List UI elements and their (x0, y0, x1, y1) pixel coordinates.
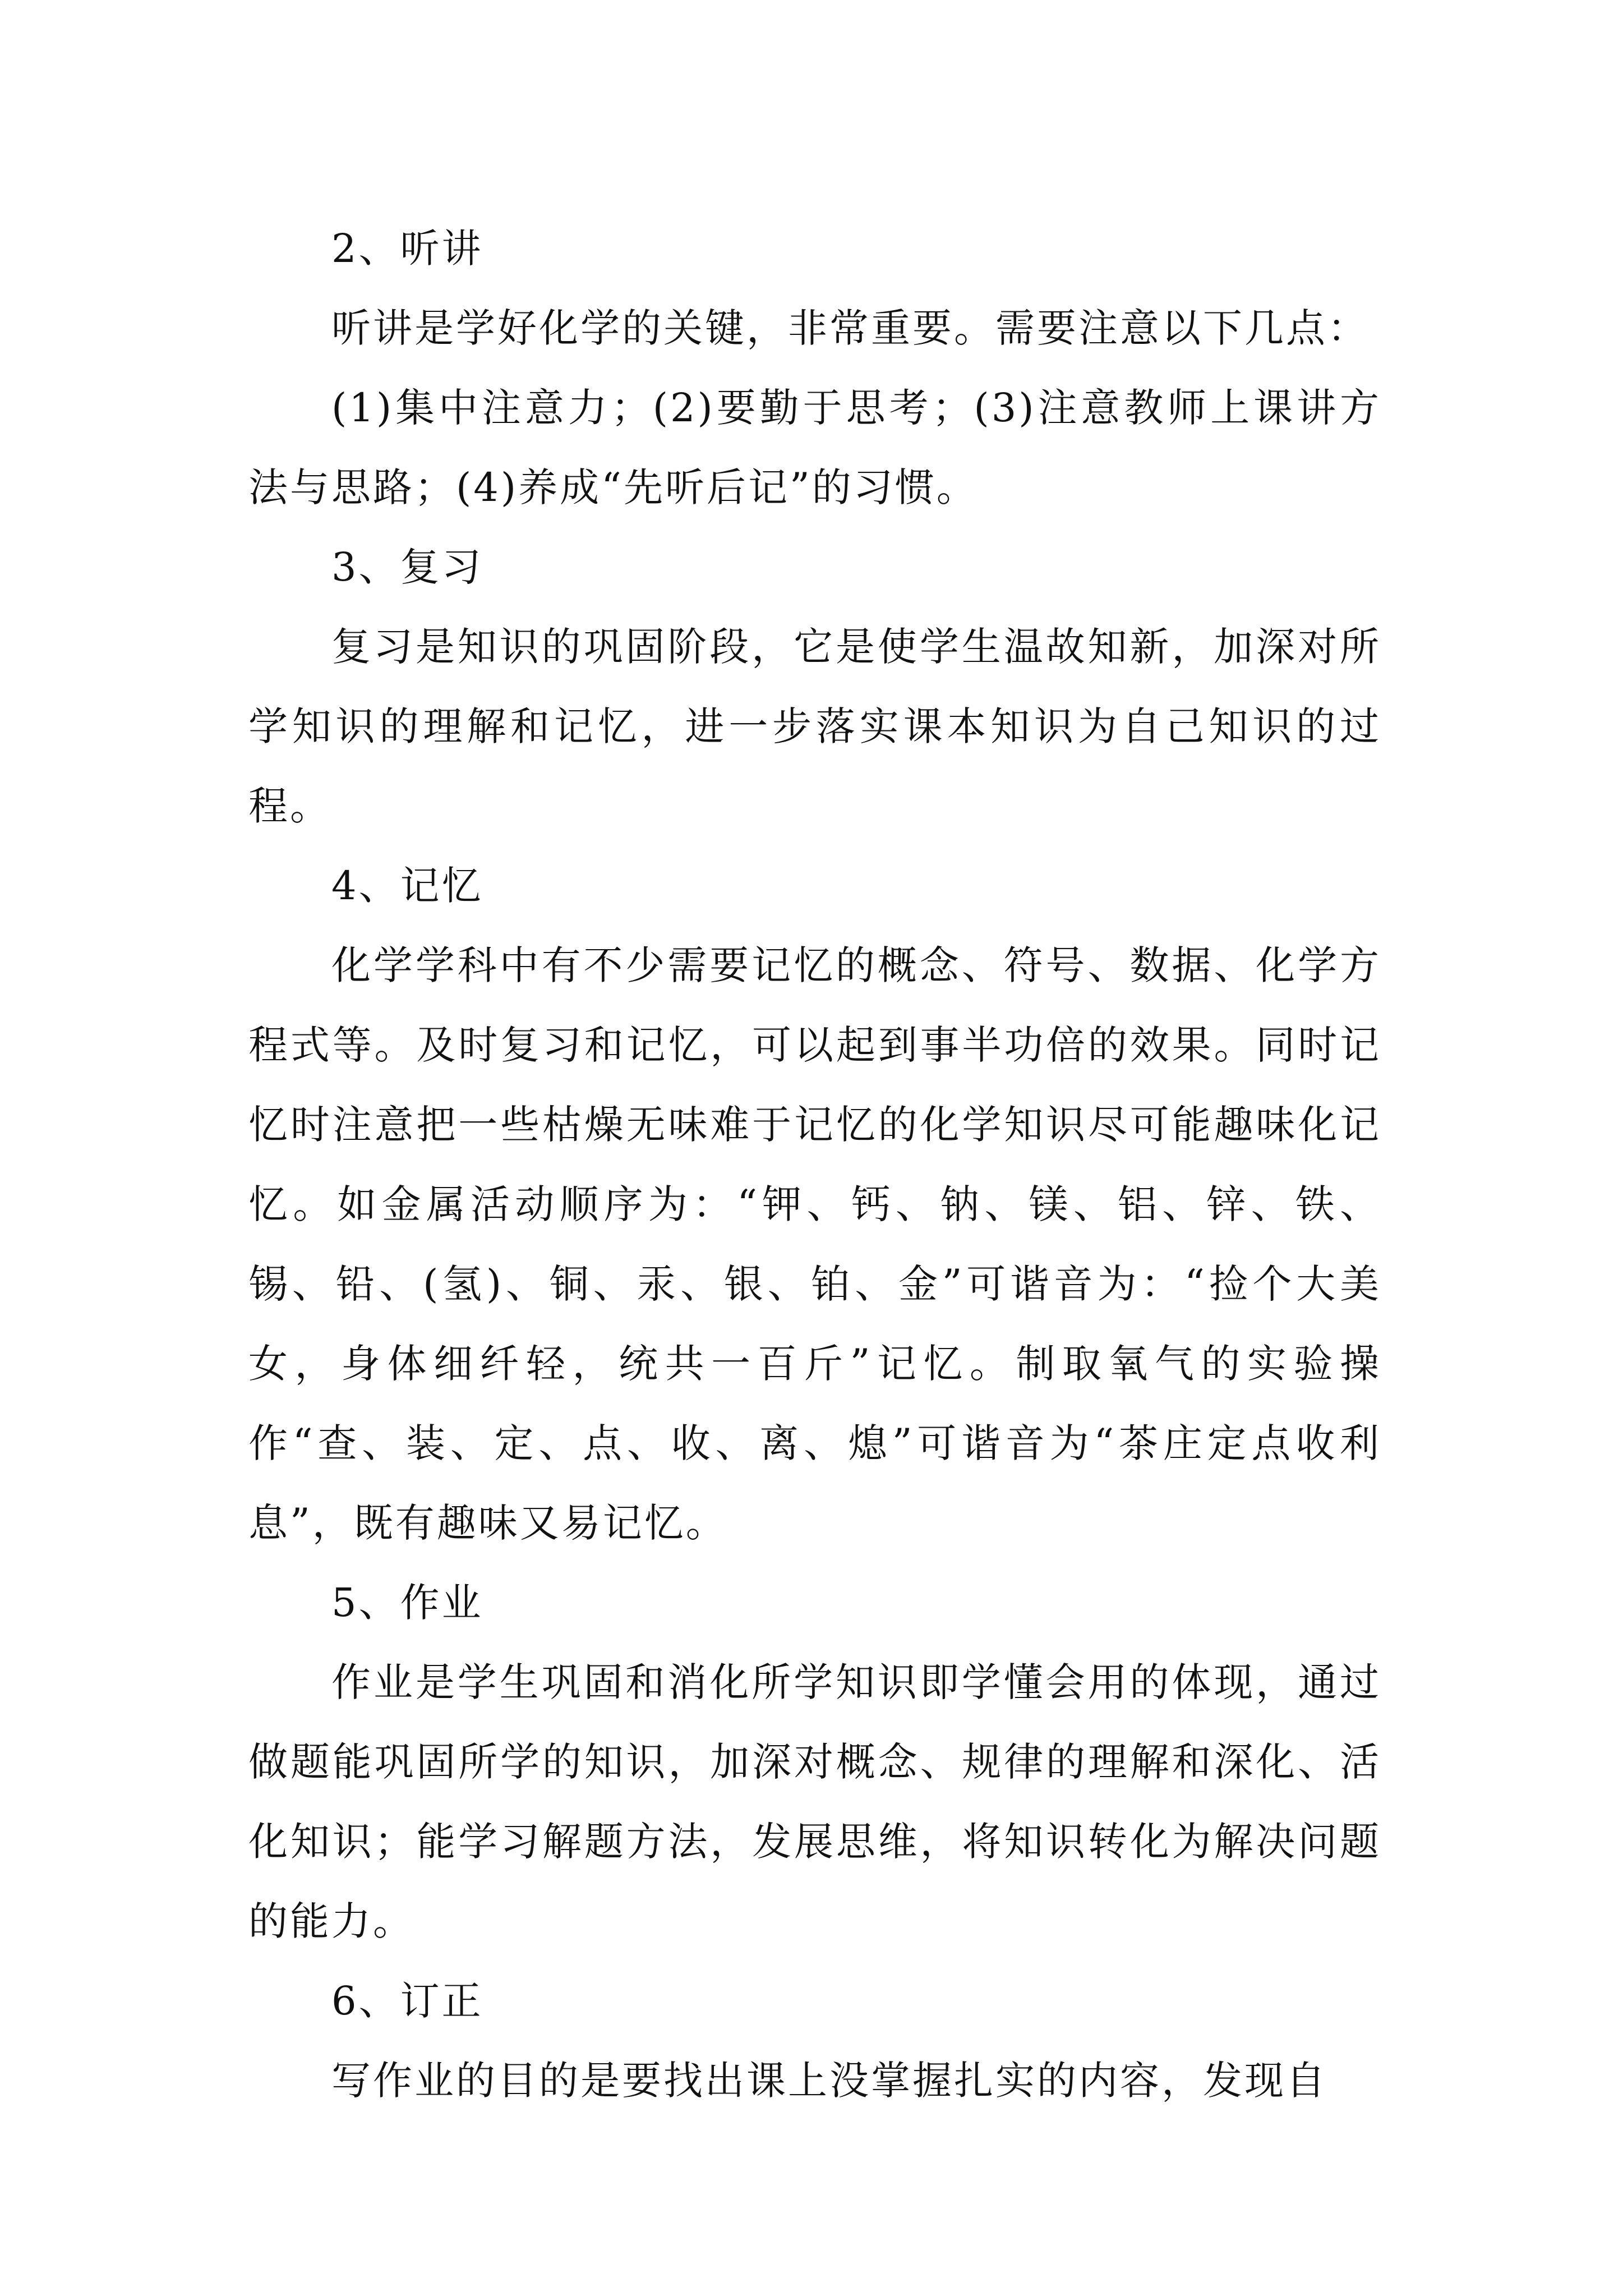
paragraph: (1)集中注意力；(2)要勤于思考；(3)注意教师上课讲方法与思路；(4)养成“先听后记”的习惯。 (248, 385, 1381, 510)
section-heading-memory: 4、记忆 (331, 863, 483, 909)
paragraph: 写作业的目的是要找出课上没掌握扎实的内容，发现自 (331, 2058, 1327, 2104)
paragraph: 作业是学生巩固和消化所学知识即学懂会用的体现，通过做题能巩固所学的知识，加深对概念、规律的理解和深化、活化知识；能学习解题方法，发展思维，将知识转化为解决问题的能力。 (248, 1659, 1381, 1944)
section-heading-correction: 6、订正 (331, 1978, 483, 2024)
section-heading-listening: 2、听讲 (331, 226, 483, 272)
paragraph: 听讲是学好化学的关键，非常重要。需要注意以下几点： (331, 305, 1369, 351)
section-heading-homework: 5、作业 (331, 1580, 483, 1626)
paragraph: 化学学科中有不少需要记忆的概念、符号、数据、化学方程式等。及时复习和记忆，可以起到事半功倍的效果。同时记忆时注意把一些枯燥无味难于记忆的化学知识尽可能趣味化记忆。如金属活动顺序为：“钾、钙、钠、镁、铝、锌、铁、锡、铅、(氢)、铜、汞、银、铂、金”可谐音为：“捡个大美女，身体细纤轻，统共一百斤”记忆。制取氧气的实验操作“查、装、定、点、收、离、熄”可谐音为“茶庄定点收利息”，既有趣味又易记忆。 (248, 942, 1381, 1546)
document-body (248, 209, 1381, 2120)
paragraph: 复习是知识的巩固阶段，它是使学生温故知新，加深对所学知识的理解和记忆，进一步落实课本知识为自己知识的过程。 (248, 624, 1381, 829)
section-heading-review: 3、复习 (331, 544, 483, 590)
